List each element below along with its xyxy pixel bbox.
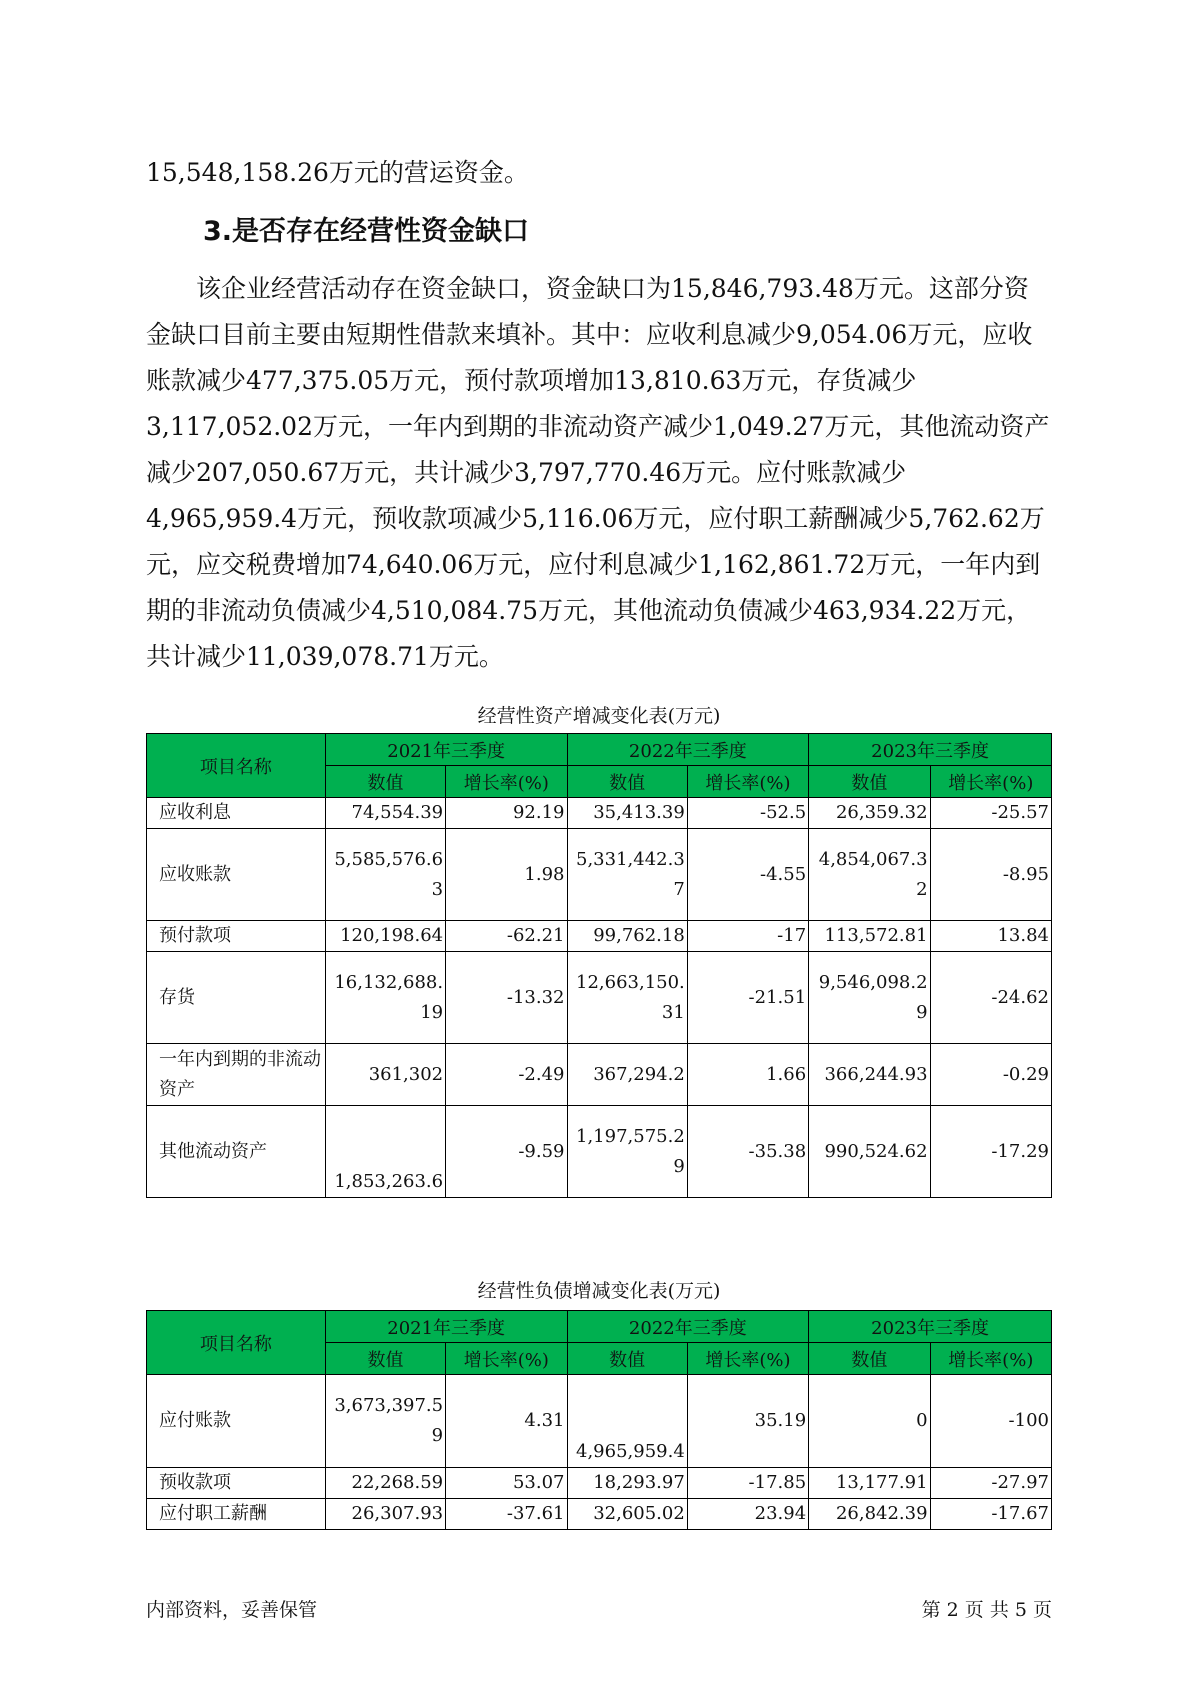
cell-growth: -17.29 bbox=[930, 1106, 1051, 1198]
cell-growth: -8.95 bbox=[930, 829, 1051, 921]
section-heading: 3.是否存在经营性资金缺口 bbox=[203, 216, 530, 247]
table-row bbox=[147, 1106, 1052, 1198]
row-name: 应收账款 bbox=[147, 829, 326, 921]
subheader-growth: 增长率(%) bbox=[687, 1343, 808, 1375]
row-name: 存货 bbox=[147, 952, 326, 1044]
cell-value: 113,572.81 bbox=[809, 921, 930, 952]
table2-caption: 经营性负债增减变化表(万元) bbox=[477, 1280, 721, 1302]
cell-value: 16,132,688.19 bbox=[325, 952, 445, 1044]
table-row bbox=[147, 952, 1052, 1044]
header-item-name: 项目名称 bbox=[147, 1311, 326, 1375]
table-row bbox=[147, 1468, 1052, 1499]
cell-value: 18,293.97 bbox=[567, 1468, 687, 1499]
cell-value: 4,965,959.4 bbox=[567, 1375, 687, 1468]
header-period-2023: 2023年三季度 bbox=[809, 1311, 1052, 1343]
cell-growth: -100 bbox=[930, 1375, 1051, 1468]
cell-value: 26,307.93 bbox=[325, 1499, 445, 1530]
subheader-growth: 增长率(%) bbox=[446, 1343, 567, 1375]
cell-value: 120,198.64 bbox=[325, 921, 445, 952]
cell-growth: 4.31 bbox=[446, 1375, 567, 1468]
cell-growth: -17.67 bbox=[930, 1499, 1051, 1530]
cell-growth: -24.62 bbox=[930, 952, 1051, 1044]
footer-page-number: 第 2 页 共 5 页 bbox=[921, 1599, 1052, 1621]
subheader-value: 数值 bbox=[567, 766, 687, 798]
header-period-2022: 2022年三季度 bbox=[567, 734, 809, 766]
cell-growth: -62.21 bbox=[446, 921, 567, 952]
row-name: 应付账款 bbox=[147, 1375, 326, 1468]
subheader-growth: 增长率(%) bbox=[930, 1343, 1051, 1375]
header-period-2022: 2022年三季度 bbox=[567, 1311, 809, 1343]
cell-growth: -37.61 bbox=[446, 1499, 567, 1530]
row-name: 一年内到期的非流动资产 bbox=[147, 1044, 326, 1106]
paragraph-continuation: 15,548,158.26万元的营运资金。 bbox=[146, 158, 529, 187]
cell-value: 1,197,575.29 bbox=[567, 1106, 687, 1198]
header-period-2023: 2023年三季度 bbox=[809, 734, 1052, 766]
asset-change-table bbox=[146, 733, 1052, 1198]
header-item-name: 项目名称 bbox=[147, 734, 326, 798]
subheader-value: 数值 bbox=[325, 766, 445, 798]
cell-growth: 53.07 bbox=[446, 1468, 567, 1499]
table-row bbox=[147, 829, 1052, 921]
row-name: 预收款项 bbox=[147, 1468, 326, 1499]
subheader-growth: 增长率(%) bbox=[687, 766, 808, 798]
cell-growth: 92.19 bbox=[446, 798, 567, 829]
table-row bbox=[147, 921, 1052, 952]
header-period-2021: 2021年三季度 bbox=[325, 734, 567, 766]
subheader-value: 数值 bbox=[567, 1343, 687, 1375]
cell-growth: 23.94 bbox=[687, 1499, 808, 1530]
cell-value: 13,177.91 bbox=[809, 1468, 930, 1499]
subheader-value: 数值 bbox=[809, 766, 930, 798]
subheader-growth: 增长率(%) bbox=[446, 766, 567, 798]
cell-value: 5,331,442.37 bbox=[567, 829, 687, 921]
cell-value: 26,842.39 bbox=[809, 1499, 930, 1530]
cell-value: 990,524.62 bbox=[809, 1106, 930, 1198]
cell-value: 4,854,067.32 bbox=[809, 829, 930, 921]
cell-growth: -4.55 bbox=[687, 829, 808, 921]
cell-growth: 1.66 bbox=[687, 1044, 808, 1106]
cell-growth: -2.49 bbox=[446, 1044, 567, 1106]
liability-change-table bbox=[146, 1310, 1052, 1530]
cell-value: 1,853,263.6 bbox=[325, 1106, 445, 1198]
cell-growth: -21.51 bbox=[687, 952, 808, 1044]
subheader-value: 数值 bbox=[325, 1343, 445, 1375]
cell-value: 12,663,150.31 bbox=[567, 952, 687, 1044]
cell-value: 3,673,397.59 bbox=[325, 1375, 445, 1468]
cell-value: 32,605.02 bbox=[567, 1499, 687, 1530]
row-name: 应收利息 bbox=[147, 798, 326, 829]
cell-value: 26,359.32 bbox=[809, 798, 930, 829]
subheader-value: 数值 bbox=[809, 1343, 930, 1375]
cell-growth: -27.97 bbox=[930, 1468, 1051, 1499]
cell-growth: -0.29 bbox=[930, 1044, 1051, 1106]
row-name: 其他流动资产 bbox=[147, 1106, 326, 1198]
cell-value: 22,268.59 bbox=[325, 1468, 445, 1499]
cell-growth: 1.98 bbox=[446, 829, 567, 921]
cell-value: 367,294.2 bbox=[567, 1044, 687, 1106]
table1-caption: 经营性资产增减变化表(万元) bbox=[477, 705, 721, 727]
cell-growth: 35.19 bbox=[687, 1375, 808, 1468]
header-period-2021: 2021年三季度 bbox=[325, 1311, 567, 1343]
cell-growth: 13.84 bbox=[930, 921, 1051, 952]
body-paragraph: 该企业经营活动存在资金缺口，资金缺口为15,846,793.48万元。这部分资金缺口目前主要由短期性借款来填补。其中：应收利息减少9,054.06万元，应收账款减少477,375.05万元，预付款项增加13,810.63万元，存货减少3,117,052.02万元，一年内到期的非流动资产减少1,049.27万元，其他流动资产减少207,050.67万元，共计减少3,797,770.46万元。应付账款减少4,965,959.4万元，预收款项减少5,116.06万元，应付职工薪酬减少5,762.62万元，应交税费增加74,640.06万元，应付利息减少1,162,861.72万元，一年内到期的非流动负债减少4,510,084.75万元，其他流动负债减少463,934.22万元，共计减少11,039,078.71万元。 bbox=[146, 274, 1050, 671]
cell-value: 366,244.93 bbox=[809, 1044, 930, 1106]
cell-growth: -25.57 bbox=[930, 798, 1051, 829]
cell-growth: -17.85 bbox=[687, 1468, 808, 1499]
table-row bbox=[147, 1499, 1052, 1530]
row-name: 预付款项 bbox=[147, 921, 326, 952]
table-row bbox=[147, 1044, 1052, 1106]
table-row bbox=[147, 798, 1052, 829]
table-row bbox=[147, 1375, 1052, 1468]
cell-value: 35,413.39 bbox=[567, 798, 687, 829]
cell-growth: -17 bbox=[687, 921, 808, 952]
cell-value: 361,302 bbox=[325, 1044, 445, 1106]
cell-growth: -9.59 bbox=[446, 1106, 567, 1198]
row-name: 应付职工薪酬 bbox=[147, 1499, 326, 1530]
cell-growth: -52.5 bbox=[687, 798, 808, 829]
subheader-growth: 增长率(%) bbox=[930, 766, 1051, 798]
cell-growth: -35.38 bbox=[687, 1106, 808, 1198]
cell-value: 5,585,576.63 bbox=[325, 829, 445, 921]
cell-value: 99,762.18 bbox=[567, 921, 687, 952]
cell-growth: -13.32 bbox=[446, 952, 567, 1044]
cell-value: 9,546,098.29 bbox=[809, 952, 930, 1044]
footer-confidential-note: 内部资料，妥善保管 bbox=[146, 1599, 318, 1621]
cell-value: 0 bbox=[809, 1375, 930, 1468]
cell-value: 74,554.39 bbox=[325, 798, 445, 829]
